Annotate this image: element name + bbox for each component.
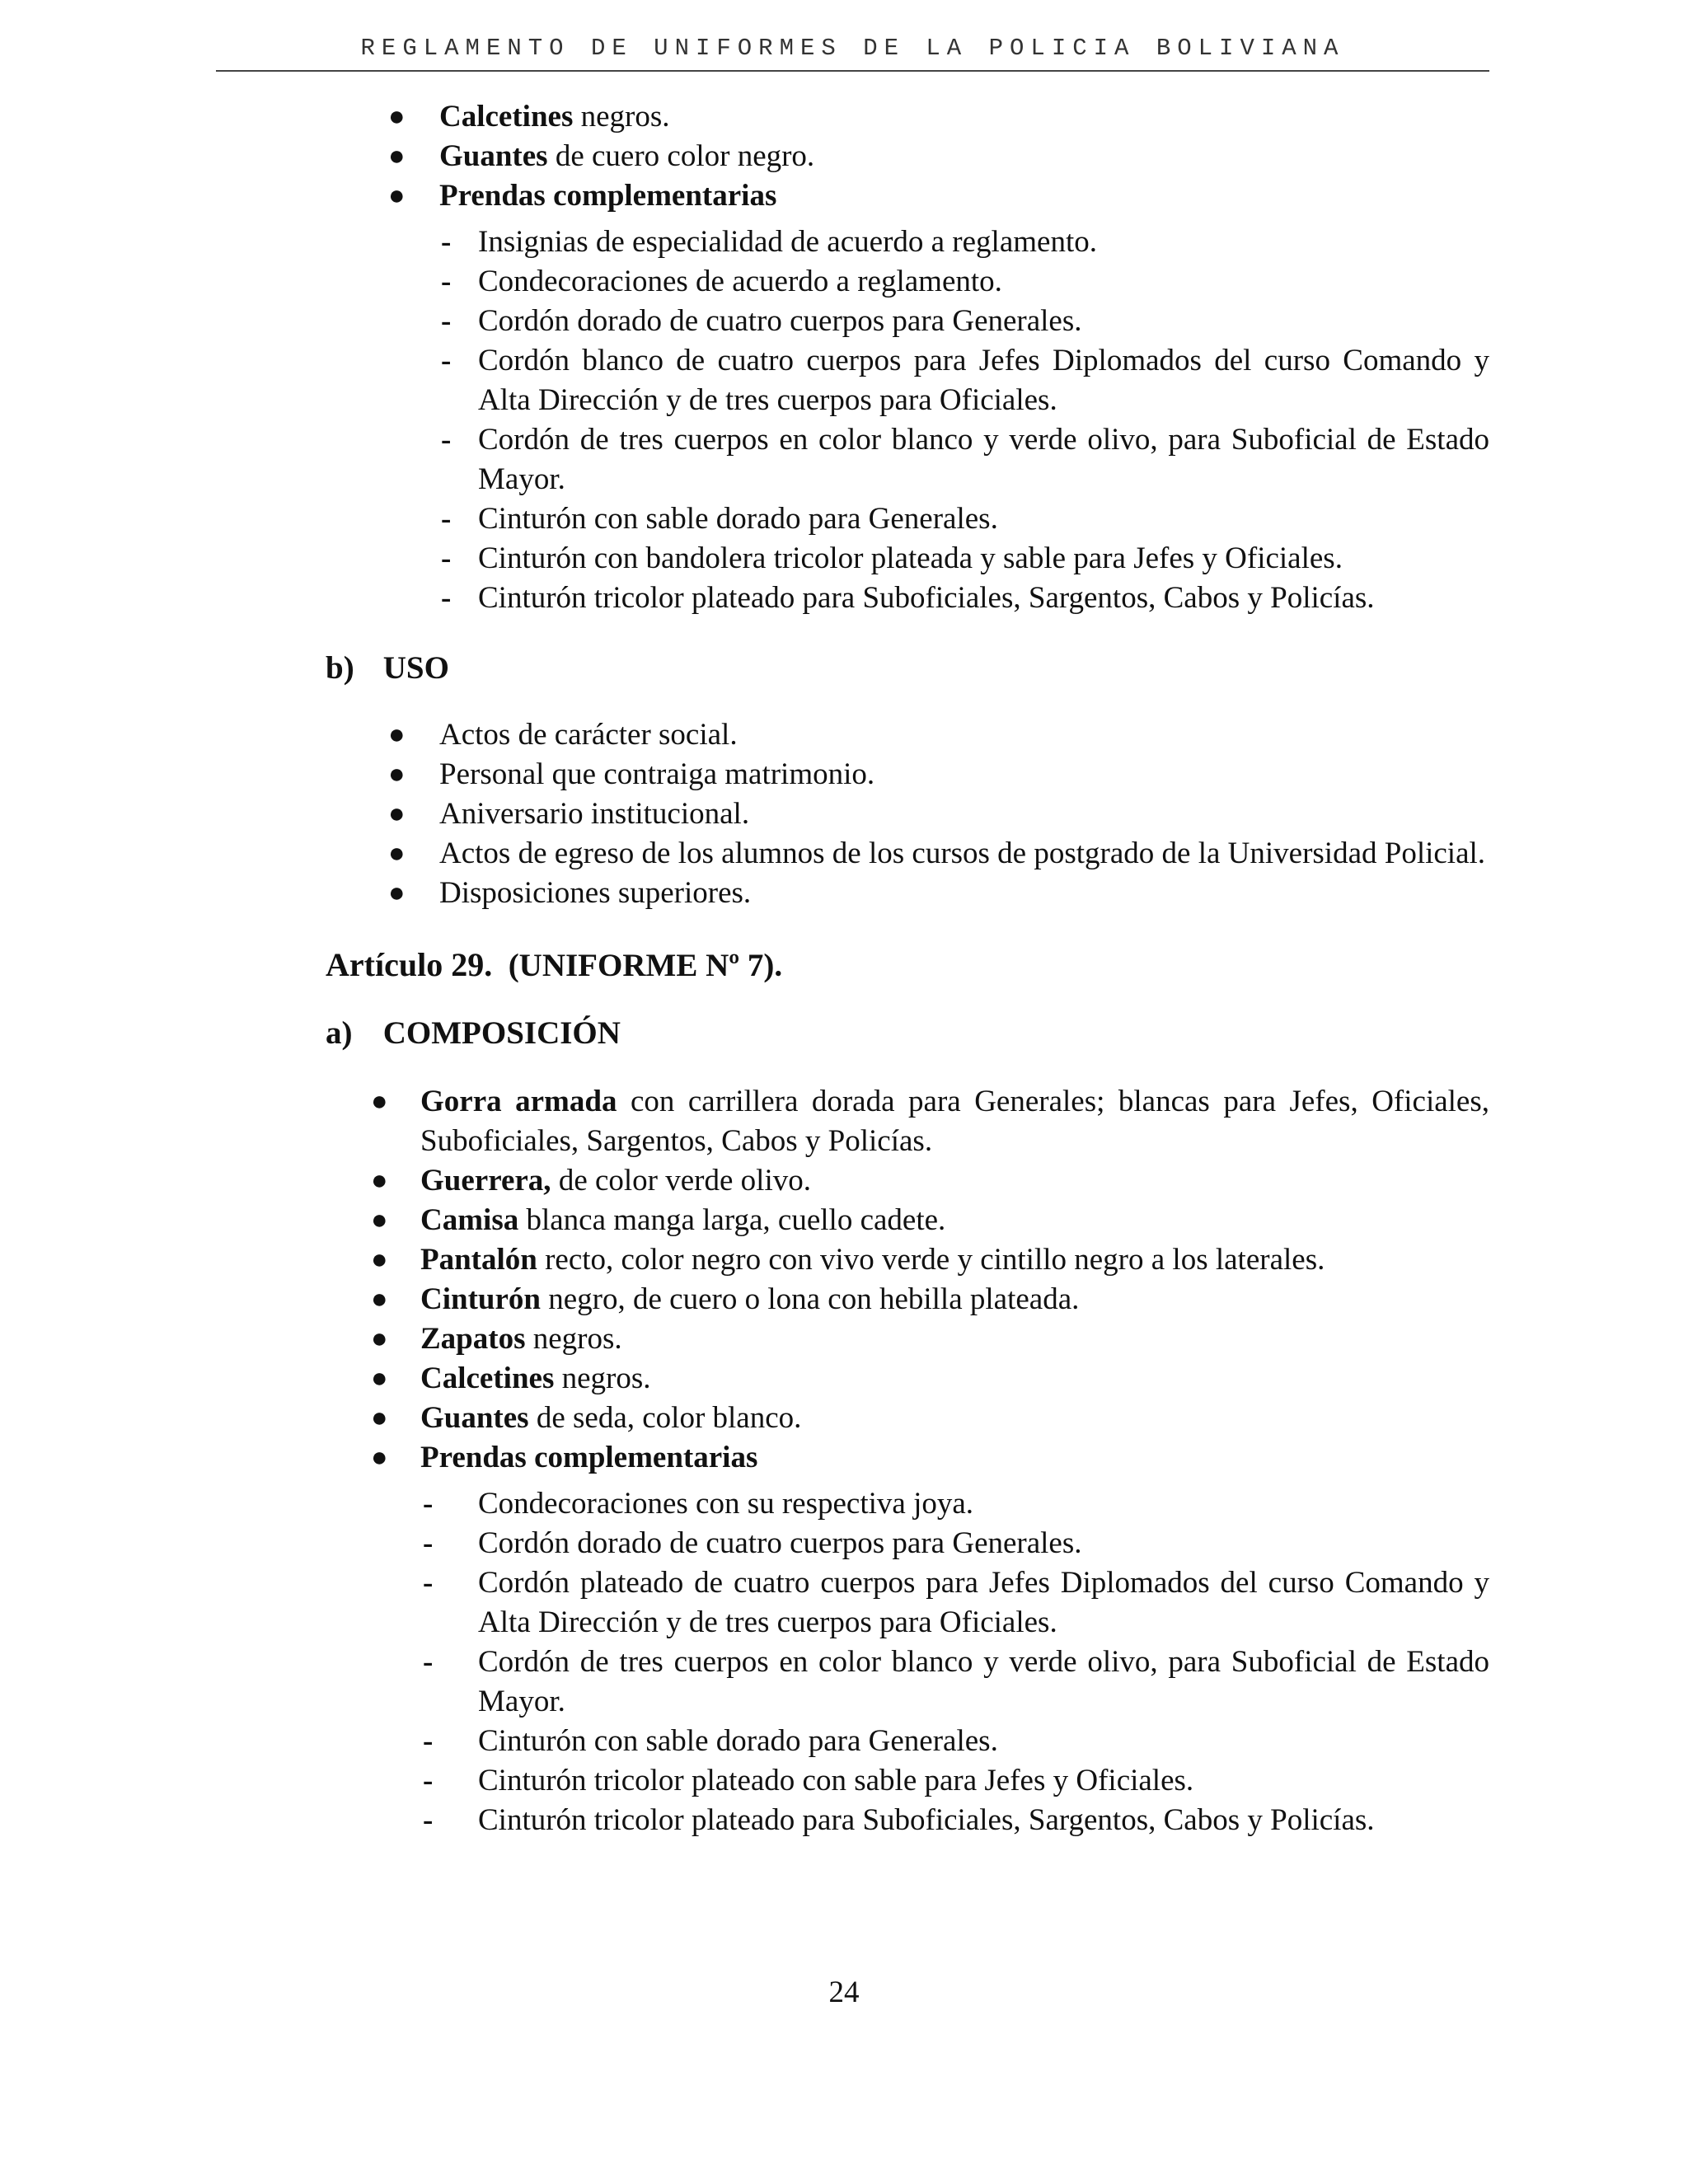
sublist-item (423, 1484, 1489, 1524)
dash-icon: - (423, 1764, 434, 1797)
sublist-item (441, 302, 1489, 341)
sublist-item (441, 341, 1489, 420)
bullet-icon: ● (371, 1363, 388, 1394)
sublist-item-text: Insignias de especialidad de acuerdo a reglamento. (478, 225, 1097, 259)
item-term: Gorra armada (420, 1085, 617, 1118)
item-text: de seda, color blanco. (528, 1401, 802, 1435)
sublist-item (423, 1524, 1489, 1563)
sublist-item-text: Cordón dorado de cuatro cuerpos para Generales. (478, 304, 1082, 338)
bullet-icon: ● (371, 1086, 388, 1117)
sublist-item-text: Cordón plateado de cuatro cuerpos para Jefes Diplomados del curso Comando y Alta Dirección y de tres cuerpos para Oficiales. (478, 1566, 1489, 1639)
section-title: USO (382, 650, 449, 686)
sublist-item (441, 262, 1489, 302)
sublist-item-text: Cordón de tres cuerpos en color blanco y verde olivo, para Suboficial de Estado Mayor. (478, 1645, 1489, 1718)
bullet-icon: ● (371, 1442, 388, 1473)
sublist-item-text: Condecoraciones con su respectiva joya. (478, 1487, 974, 1521)
article-number: Artículo 29. (326, 946, 493, 983)
item-term: Calcetines (420, 1361, 555, 1395)
bullet-icon: ● (388, 180, 406, 211)
bullet-icon: ● (371, 1244, 388, 1275)
bullet-icon: ● (388, 799, 406, 829)
item-text: blanca manga larga, cuello cadete. (518, 1203, 946, 1237)
bullet-icon: ● (371, 1165, 388, 1196)
dash-icon: - (441, 265, 452, 298)
item-term: Camisa (420, 1203, 519, 1237)
sublist-item-text: Cordón blanco de cuatro cuerpos para Jefes Diplomados del curso Comando y Alta Dirección y de tres cuerpos para Oficiales. (478, 344, 1489, 417)
list-item (388, 715, 1489, 755)
dash-icon: - (441, 344, 452, 377)
sublist-item (441, 499, 1489, 539)
bullet-icon: ● (371, 1205, 388, 1235)
sublist-item (441, 579, 1489, 618)
composicion-list (0, 1082, 1688, 1478)
sublist-item (423, 1761, 1489, 1801)
item-term: Zapatos (420, 1322, 526, 1356)
dash-icon: - (423, 1487, 434, 1521)
article-title: (UNIFORME Nº 7). (508, 948, 783, 983)
item-term: Cinturón (420, 1282, 541, 1316)
sublist-item (423, 1563, 1489, 1643)
item-term: Guantes (439, 139, 548, 173)
article-heading (326, 944, 1688, 987)
section-label: b) (326, 650, 354, 686)
item-text: con carrillera dorada para Generales; blancas para Jefes, Oficiales, Suboficiales, Sargentos, Cabos y Policías. (420, 1085, 1489, 1158)
sublist-item (423, 1722, 1489, 1761)
list-item (388, 834, 1489, 874)
item-term: Guerrera, (420, 1164, 551, 1197)
sublist-item-text: Cinturón tricolor plateado para Suboficiales, Sargentos, Cabos y Policías. (478, 581, 1375, 615)
item-term: Pantalón (420, 1243, 537, 1277)
item-term: Prendas complementarias (420, 1441, 758, 1474)
item-text: Disposiciones superiores. (439, 876, 752, 910)
top-bullet-list (0, 97, 1688, 216)
sublist-item-text: Cinturón tricolor plateado para Suboficiales, Sargentos, Cabos y Policías. (478, 1803, 1375, 1837)
sublist-item-text: Cinturón con sable dorado para Generales. (478, 1724, 998, 1758)
list-item (388, 755, 1489, 794)
list-item (371, 1161, 1489, 1201)
page-content (0, 97, 1688, 1840)
item-text: Actos de egreso de los alumnos de los cursos de postgrado de la Universidad Policial. (439, 837, 1486, 870)
item-term: Guantes (420, 1401, 529, 1435)
composicion-sublist (0, 1484, 1688, 1840)
page-number: 24 (828, 1975, 860, 2009)
dash-icon: - (441, 541, 452, 575)
dash-icon: - (441, 423, 452, 457)
bullet-icon: ● (388, 878, 406, 908)
section-label: a) (326, 1015, 353, 1051)
dash-icon: - (423, 1566, 434, 1600)
item-text: recto, color negro con vivo verde y cintillo negro a los laterales. (537, 1243, 1325, 1277)
item-term: Prendas complementarias (439, 179, 777, 213)
list-item (371, 1082, 1489, 1161)
list-item (371, 1201, 1489, 1240)
list-item (388, 137, 1489, 176)
list-item (371, 1438, 1489, 1478)
section-title: COMPOSICIÓN (382, 1015, 621, 1051)
sublist-item-text: Cinturón con bandolera tricolor plateada y sable para Jefes y Oficiales. (478, 541, 1343, 575)
list-item (388, 794, 1489, 834)
item-text: negros. (554, 1361, 651, 1395)
item-text: Aniversario institucional. (439, 797, 750, 831)
dash-icon: - (423, 1803, 434, 1837)
list-item (388, 874, 1489, 913)
item-text: Personal que contraiga matrimonio. (439, 757, 875, 791)
header-rule (216, 70, 1489, 72)
item-text: de cuero color negro. (547, 139, 815, 173)
dash-icon: - (441, 225, 452, 259)
list-item (388, 176, 1489, 216)
section-heading-uso (326, 648, 1688, 689)
dash-icon: - (423, 1645, 434, 1679)
item-text: de color verde olivo. (551, 1164, 811, 1197)
item-text: negros. (573, 100, 670, 134)
list-item (371, 1359, 1489, 1399)
bullet-icon: ● (388, 101, 406, 132)
item-text: Actos de carácter social. (439, 718, 738, 752)
bullet-icon: ● (388, 719, 406, 750)
list-item (388, 97, 1489, 137)
list-item (371, 1319, 1489, 1359)
dash-icon: - (423, 1724, 434, 1758)
bullet-icon: ● (371, 1284, 388, 1315)
list-item (371, 1240, 1489, 1280)
sublist-item-text: Cordón de tres cuerpos en color blanco y verde olivo, para Suboficial de Estado Mayor. (478, 423, 1489, 496)
dash-icon: - (441, 581, 452, 615)
bullet-icon: ● (388, 759, 406, 790)
sublist-item-text: Cordón dorado de cuatro cuerpos para Generales. (478, 1526, 1082, 1560)
sublist-item (441, 223, 1489, 262)
dash-icon: - (441, 304, 452, 338)
bullet-icon: ● (388, 141, 406, 171)
sublist-item-text: Condecoraciones de acuerdo a reglamento. (478, 265, 1002, 298)
dash-icon: - (423, 1526, 434, 1560)
uso-list (0, 715, 1688, 913)
list-item (371, 1280, 1489, 1319)
dash-icon: - (441, 502, 452, 536)
section-heading-composicion (326, 1013, 1688, 1054)
list-item (371, 1399, 1489, 1438)
bullet-icon: ● (371, 1403, 388, 1433)
bullet-icon: ● (388, 838, 406, 869)
top-sublist (0, 223, 1688, 618)
item-term: Calcetines (439, 100, 574, 134)
sublist-item (423, 1801, 1489, 1840)
bullet-icon: ● (371, 1324, 388, 1354)
item-text: negro, de cuero o lona con hebilla plateada. (540, 1282, 1080, 1316)
sublist-item-text: Cinturón con sable dorado para Generales. (478, 502, 998, 536)
sublist-item (423, 1643, 1489, 1722)
running-header: REGLAMENTO DE UNIFORMES DE LA POLICIA BOLIVIANA (360, 35, 1345, 62)
sublist-item-text: Cinturón tricolor plateado con sable para Jefes y Oficiales. (478, 1764, 1194, 1797)
item-text: negros. (525, 1322, 622, 1356)
sublist-item (441, 539, 1489, 579)
sublist-item (441, 420, 1489, 499)
